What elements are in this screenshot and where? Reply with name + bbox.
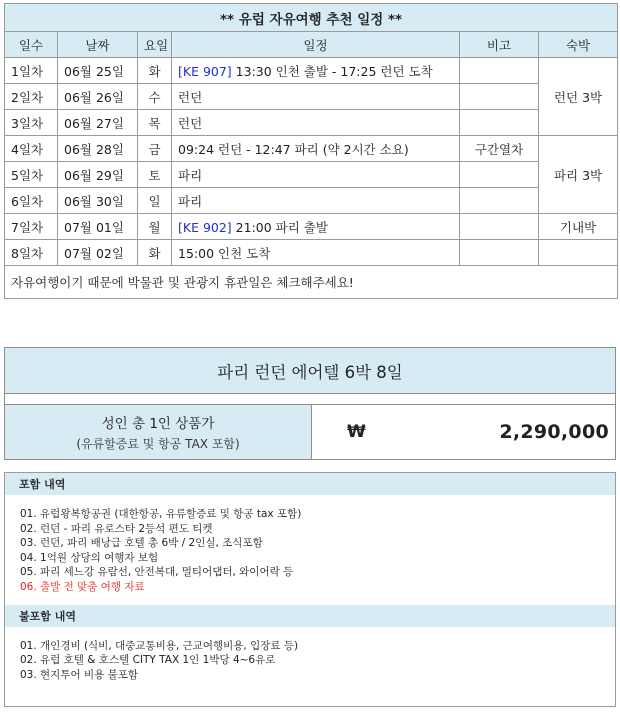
header-date: 날짜	[58, 32, 138, 58]
weekday-cell: 월	[138, 214, 172, 240]
plan-cell: 파리	[172, 162, 460, 188]
header-weekday: 요일	[138, 32, 172, 58]
date-cell: 06월 26일	[58, 84, 138, 110]
list-item: 02. 유럽 호텔 & 호스텔 CITY TAX 1인 1박당 4~6유로	[20, 654, 276, 667]
date-cell: 06월 30일	[58, 188, 138, 214]
list-item: 03. 런던, 파리 배낭급 호텔 총 6박 / 2인실, 조식포함	[20, 537, 263, 550]
day-cell: 8일차	[5, 240, 58, 266]
flight-code: [KE 907]	[178, 63, 232, 79]
currency-symbol: ₩	[347, 422, 366, 442]
day-cell: 2일차	[5, 84, 58, 110]
list-item-highlight: 06. 출발 전 맞춤 여행 자료	[20, 580, 145, 593]
table-row	[5, 240, 618, 266]
included-list	[5, 495, 615, 595]
stay-cell-london: 런던 3박	[539, 58, 618, 136]
date-cell: 06월 25일	[58, 58, 138, 84]
price-row	[5, 404, 615, 459]
date-cell: 07월 02일	[58, 240, 138, 266]
day-cell: 6일차	[5, 188, 58, 214]
price-sublabel: (유류할증료 및 항공 TAX 포함)	[76, 437, 240, 451]
included-heading: 포함 내역	[5, 473, 615, 495]
table-row	[5, 110, 618, 136]
flight-code: [KE 902]	[178, 219, 232, 235]
table-row	[5, 214, 618, 240]
product-title: 파리 런던 에어텔 6박 8일	[5, 348, 615, 394]
stay-cell-paris: 파리 3박	[539, 136, 618, 214]
price-amount: 2,290,000	[499, 421, 609, 443]
price-value-cell	[312, 405, 615, 459]
plan-cell: 파리	[172, 188, 460, 214]
date-cell: 06월 27일	[58, 110, 138, 136]
price-box	[4, 347, 616, 460]
list-item: 03. 현지투어 비용 불포함	[20, 668, 138, 681]
list-item: 04. 1억원 상당의 여행자 보험	[20, 551, 159, 564]
table-row	[5, 188, 618, 214]
day-cell: 1일차	[5, 58, 58, 84]
day-cell: 5일차	[5, 162, 58, 188]
list-item: 01. 유럽왕복항공권 (대한항공, 유류할증료 및 항공 tax 포함)	[20, 508, 302, 520]
inclusions-box	[4, 472, 616, 707]
list-item: 05. 파리 세느강 유람선, 안전복대, 멀티어댑터, 와이어락 등	[20, 566, 294, 579]
schedule-footnote: 자유여행이기 때문에 박물관 및 관광지 휴관일은 체크해주세요!	[5, 266, 618, 299]
plan-cell: 09:24 런던 - 12:47 파리 (약 2시간 소요)	[172, 136, 460, 162]
note-cell	[460, 162, 539, 188]
excluded-list	[5, 627, 615, 683]
day-cell: 7일차	[5, 214, 58, 240]
weekday-cell: 목	[138, 110, 172, 136]
note-cell	[460, 240, 539, 266]
table-row	[5, 162, 618, 188]
table-row	[5, 84, 618, 110]
list-item: 02. 런던 - 파리 유로스타 2등석 편도 티켓	[20, 522, 213, 535]
day-cell: 3일차	[5, 110, 58, 136]
header-stay: 숙박	[539, 32, 618, 58]
stay-cell-inflight: 기내박	[539, 214, 618, 240]
schedule-title: ** 유럽 자유여행 추천 일정 **	[5, 4, 618, 32]
plan-cell	[172, 214, 460, 240]
weekday-cell: 수	[138, 84, 172, 110]
table-row	[5, 136, 618, 162]
note-cell	[460, 214, 539, 240]
header-note: 비고	[460, 32, 539, 58]
note-cell	[460, 110, 539, 136]
weekday-cell: 화	[138, 58, 172, 84]
plan-cell: 런던	[172, 84, 460, 110]
stay-cell-empty	[539, 240, 618, 266]
note-cell	[460, 84, 539, 110]
note-cell: 구간열차	[460, 136, 539, 162]
list-item: 01. 개인경비 (식비, 대중교통비용, 근교여행비용, 입장료 등)	[20, 639, 299, 652]
plan-cell: 런던	[172, 110, 460, 136]
excluded-heading: 불포함 내역	[5, 605, 615, 627]
header-day: 일수	[5, 32, 58, 58]
date-cell: 07월 01일	[58, 214, 138, 240]
weekday-cell: 토	[138, 162, 172, 188]
date-cell: 06월 28일	[58, 136, 138, 162]
plan-text: 21:00 파리 출발	[235, 219, 328, 235]
header-plan: 일정	[172, 32, 460, 58]
weekday-cell: 금	[138, 136, 172, 162]
weekday-cell: 일	[138, 188, 172, 214]
date-cell: 06월 29일	[58, 162, 138, 188]
day-cell: 4일차	[5, 136, 58, 162]
price-label-cell	[5, 405, 312, 459]
plan-text: 13:30 인천 출발 - 17:25 런던 도착	[235, 63, 433, 79]
price-label: 성인 총 1인 상품가	[101, 416, 215, 432]
schedule-table	[4, 3, 618, 299]
weekday-cell: 화	[138, 240, 172, 266]
note-cell	[460, 188, 539, 214]
table-row	[5, 58, 618, 84]
note-cell	[460, 58, 539, 84]
plan-cell: 15:00 인천 도착	[172, 240, 460, 266]
plan-cell	[172, 58, 460, 84]
